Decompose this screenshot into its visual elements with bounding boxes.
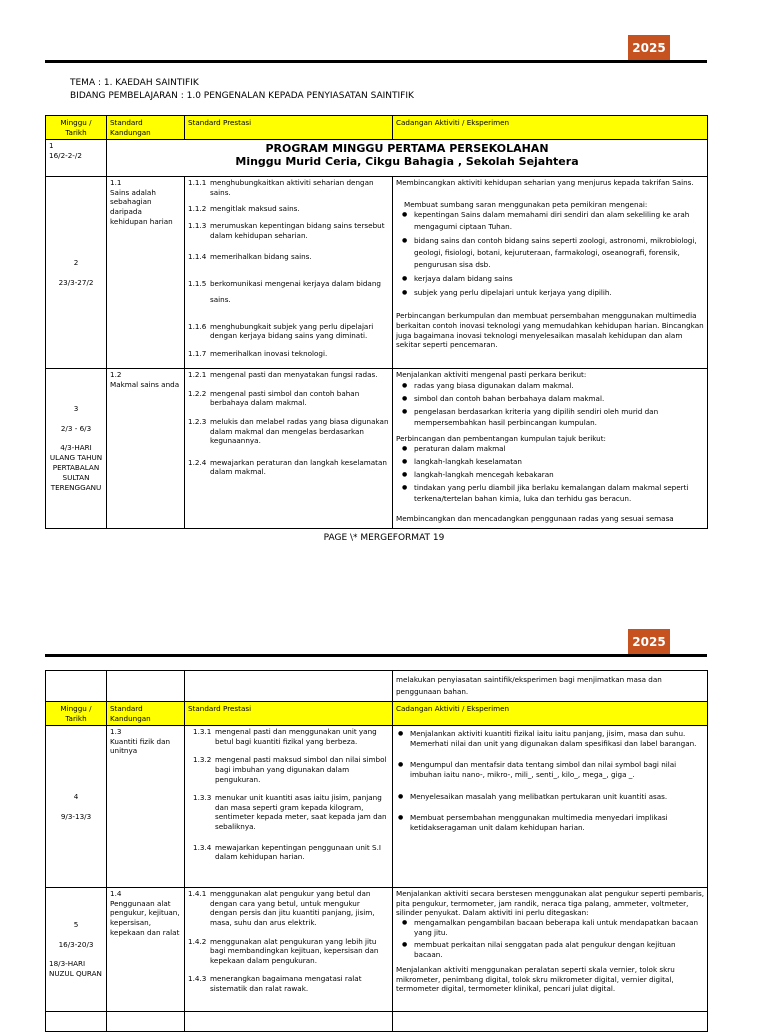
sp-item: 1.1.1 menghubungkaitkan aktiviti seharian dengan sains. bbox=[188, 178, 374, 197]
table-row-week3 bbox=[46, 369, 708, 529]
sp-item: 1.1.7 memerihalkan inovasi teknologi. bbox=[188, 348, 328, 358]
program-title: PROGRAM MINGGU PERTAMA PERSEKOLAHAN bbox=[265, 142, 549, 156]
list-item: ● kepentingan Sains dalam memahami diri sendiri dan alam sekeliling ke arah mengagumi ciptaan Tuhan. bbox=[414, 209, 704, 233]
sp-item: 1.1.4 memerihalkan bidang sains. bbox=[188, 252, 312, 262]
week2-number: 2 bbox=[73, 258, 79, 268]
list-item: ● langkah-langkah keselamatan bbox=[414, 456, 704, 467]
table-header-row bbox=[46, 116, 708, 140]
sp-item: 1.1.3 merumuskan kepentingan bidang sains tersebut dalam kehidupan seharian. bbox=[188, 220, 385, 240]
sp-item: 1.2.4 mewajarkan peraturan dan langkah keselamatan dalam makmal. bbox=[188, 457, 387, 477]
week3-sk-text: Makmal sains anda bbox=[110, 379, 180, 389]
week5-sk-text: Penggunaan alat pengukur, kejituan, kepersisan, kepekaan dan ralat bbox=[110, 898, 180, 937]
sp-item: 1.3.2 mengenal pasti maksud simbol dan nilai simbol bagi imbuhan yang digunakan dalam pengukuran. bbox=[193, 755, 387, 784]
sp-item: 1.3.3 menukar unit kuantiti asas iaitu jisim, panjang dan masa seperti gram kepada kilogram, sentimeter kepada meter, saat kepada jam dan sebaliknya. bbox=[193, 793, 387, 831]
list-item: ● bidang sains dan contoh bidang sains seperti zoologi, astronomi, mikrobiologi, geologi, fisiologi, botani, kejuruteraan, farmakologi, oseanografi, forensik, pengurusan sisa dsb. bbox=[414, 235, 704, 271]
list-item: ● tindakan yang perlu diambil jika berlaku kemalangan dalam makmal seperti terkena/tertelan bahan kimia, luka dan terhidu gas beracun. bbox=[414, 482, 704, 504]
week3-note: 4/3-HARI ULANG TAHUN PERTABALAN SULTAN TERENGGANU bbox=[49, 443, 103, 493]
week2-sk-text: Sains adalah sebahagian daripada kehidupan harian bbox=[110, 187, 173, 226]
week4-sk: 1.3 Kuantiti fizik dan unitnya bbox=[107, 726, 185, 888]
list-item: ● pengelasan berdasarkan kriteria yang dipilih sendiri oleh murid dan mempersembahkan hasil perbincangan kumpulan. bbox=[414, 406, 704, 428]
list-item: ● subjek yang perlu dipelajari untuk kerjaya yang dipilih. bbox=[414, 287, 704, 299]
header-minggu: Minggu / Tarikh bbox=[46, 116, 107, 140]
list-item: ● mengamalkan pengambilan bacaan beberapa kali untuk mendapatkan bacaan yang jitu. bbox=[414, 918, 704, 938]
list-item: ● Menyelesaikan masalah yang melibatkan pertukaran unit kuantiti asas. bbox=[410, 792, 704, 802]
week5-note: 18/3-HARI NUZUL QURAN bbox=[49, 959, 102, 979]
week5-activities: Menjalankan aktiviti secara berstesen menggunakan alat pengukur seperti pembaris, pita pengukur, termometer, jam randik, neraca tiga palang, ammeter, voltmeter, silinder penyukat. Dalam aktiviti ini perlu ditegaskan: ● mengamalkan pengambilan bacaan beberapa kali untuk mendapatkan bacaan yang jitu. ● membuat perkaitan nilai senggatan pada alat pengukur dengan kejituan bacaan. Menjalankan aktiviti menggunakan peralatan seperti skala vernier, tolok skru mikrometer, penimbang digital, tolok skru mikrometer digital, vernier digital, termometer digital, termometer klinikal, pencari julat digital. bbox=[393, 888, 708, 1012]
header-rule bbox=[45, 60, 707, 63]
year-badge: 2025 bbox=[628, 35, 670, 61]
week1-date: 16/2-2-/2 bbox=[49, 150, 82, 160]
header-sp: Standard Prestasi bbox=[185, 116, 393, 140]
header-sp: Standard Prestasi bbox=[185, 702, 393, 726]
week4-sk-text: Kuantiti fizik dan unitnya bbox=[110, 736, 171, 756]
program-subtitle: Minggu Murid Ceria, Cikgu Bahagia , Sekolah Sejahtera bbox=[235, 155, 579, 169]
list-item: ● peraturan dalam makmal bbox=[414, 443, 704, 454]
sp-item: 1.4.2 menggunakan alat pengukuran yang lebih jitu bagi membandingkan kejituan, kepersisan dan kepekaan dalam pengukuran. bbox=[188, 936, 379, 965]
week4-sp-list bbox=[185, 726, 393, 888]
sp-item: 1.3.1 mengenal pasti dan menggunakan unit yang betul bagi kuantiti fizikal yang berbeza. bbox=[193, 727, 377, 746]
week2-sp-list bbox=[185, 177, 393, 369]
week5-sp-list bbox=[185, 888, 393, 1012]
week1-program bbox=[107, 140, 708, 177]
bidang-line: BIDANG PEMBELAJARAN : 1.0 PENGENALAN KEPADA PENYIASATAN SAINTIFIK bbox=[70, 91, 414, 101]
continued-text: melakukan penyiasatan saintifik/eksperimen bagi menjimatkan masa dan penggunaan bahan. bbox=[393, 671, 708, 702]
table-row-week4 bbox=[46, 726, 708, 888]
week5-date: 16/3-20/3 bbox=[58, 939, 94, 949]
header-aktiviti: Cadangan Aktiviti / Eksperimen bbox=[393, 702, 708, 726]
week3-cell bbox=[46, 369, 107, 529]
rpt-table-page2 bbox=[45, 670, 708, 1032]
week5-number: 5 bbox=[73, 920, 79, 930]
week5-cell bbox=[46, 888, 107, 1012]
header-sk: Standard Kandungan bbox=[107, 116, 185, 140]
header-aktiviti: Cadangan Aktiviti / Eksperimen bbox=[393, 116, 708, 140]
list-item: ● radas yang biasa digunakan dalam makmal. bbox=[414, 380, 704, 391]
table-row-week1 bbox=[46, 140, 708, 177]
sp-item: 1.1.5 berkomunikasi mengenai kerjaya dalam bidang sains. bbox=[188, 278, 381, 304]
week4-date: 9/3-13/3 bbox=[60, 811, 92, 821]
page-footer: PAGE \* MERGEFORMAT 19 bbox=[323, 533, 445, 543]
sp-item: 1.3.4 mewajarkan kepentingan penggunaan unit S.I dalam kehidupan harian. bbox=[193, 842, 381, 862]
header-rule bbox=[45, 654, 707, 657]
sp-item: 1.2.3 melukis dan melabel radas yang biasa digunakan dalam makmal dan mengelas berdasarkan kegunaannya. bbox=[188, 416, 389, 446]
sp-item: 1.2.1 mengenal pasti dan menyatakan fungsi radas. bbox=[188, 370, 378, 380]
list-item: ● Membuat persembahan menggunakan multimedia menyedari implikasi ketidakseragaman unit dalam kehidupan harian. bbox=[410, 813, 704, 832]
sp-item: 1.4.1 menggunakan alat pengukur yang betul dan dengan cara yang betul, untuk mengukur dengan persis dan jitu kuantiti panjang, jisim, masa, suhu dan arus elektrik. bbox=[188, 889, 375, 927]
week4-number: 4 bbox=[73, 792, 79, 802]
week4-activities bbox=[393, 726, 708, 888]
table-row-week2 bbox=[46, 177, 708, 369]
sp-item: 1.1.2 mengitlak maksud sains. bbox=[188, 204, 300, 214]
sp-item: 1.4.3 menerangkan bagaimana mengatasi ralat sistematik dan ralat rawak. bbox=[188, 974, 362, 993]
week2-activities: Membincangkan aktiviti kehidupan seharian yang menjurus kepada takrifan Sains. Membuat sumbang saran menggunakan peta pemikiran mengenai: ● kepentingan Sains dalam memahami diri sendiri dan alam sekeliling ke arah mengagumi ciptaan Tuhan. ● bidang sains dan contoh bidang sains seperti zoologi, astronomi, mikrobiologi, geologi, fisiologi, botani, kejuruteraan, farmakologi, oseanografi, forensik, pengurusan sisa dsb. ● kerjaya dalam bidang sains ● subjek yang perlu dipelajari untuk kerjaya yang dipilih. Perbincangan berkumpulan dan membuat persembahan menggunakan multimedia berkaitan contoh inovasi teknologi yang memudahkan kehidupan harian. Bincangkan juga bagaimana inovasi teknologi menyelesaikan masalah kehidupan dan alam sekitar seperti pencemaran. bbox=[393, 177, 708, 369]
list-item: ● membuat perkaitan nilai senggatan pada alat pengukur dengan kejituan bacaan. bbox=[414, 940, 704, 960]
week3-sp-list bbox=[185, 369, 393, 529]
week2-sk: 1.1 Sains adalah sebahagian daripada kehidupan harian bbox=[107, 177, 185, 369]
list-item: ● langkah-langkah mencegah kebakaran bbox=[414, 469, 704, 480]
header-sk: Standard Kandungan bbox=[107, 702, 185, 726]
table-row-cut bbox=[46, 1012, 708, 1032]
week3-activities: Menjalankan aktiviti mengenal pasti perkara berikut: ● radas yang biasa digunakan dalam makmal. ● simbol dan contoh bahan berbahaya dalam makmal. ● pengelasan berdasarkan kriteria yang dipilih sendiri oleh murid dan mempersembahkan hasil perbincangan kumpulan. Perbincangan dan pembentangan kumpulan tajuk berikut: ● peraturan dalam makmal ● langkah-langkah keselamatan ● langkah-langkah mencegah kebakaran ● tindakan yang perlu diambil jika berlaku kemalangan dalam makmal seperti terkena/tertelan bahan kimia, luka dan terhidu gas beracun. Membincangkan dan mencadangkan penggunaan radas yang sesuai semasa bbox=[393, 369, 708, 529]
week5-sk: 1.4 Penggunaan alat pengukur, kejituan, kepersisan, kepekaan dan ralat bbox=[107, 888, 185, 1012]
list-item: ● Menjalankan aktiviti kuantiti fizikal iaitu iaitu panjang, jisim, masa dan suhu. Memerhati nilai dan unit yang digunakan dalam spesifikasi dan label barangan. bbox=[410, 729, 704, 748]
year-badge: 2025 bbox=[628, 629, 670, 655]
list-item: ● kerjaya dalam bidang sains bbox=[414, 273, 704, 285]
tema-line: TEMA : 1. KAEDAH SAINTIFIK bbox=[70, 78, 199, 88]
table-row-week5 bbox=[46, 888, 708, 1012]
list-item: ● Mengumpul dan mentafsir data tentang simbol dan nilai symbol bagi nilai imbuhan iaitu nano-, mikro-, mili_, senti_, kilo_, mega_, giga _. bbox=[410, 760, 704, 779]
header-minggu: Minggu / Tarikh bbox=[46, 702, 107, 726]
sp-item: 1.1.6 menghubungkait subjek yang perlu dipelajari dengan kerjaya bidang sains yang diminati. bbox=[188, 321, 374, 341]
table-header-row bbox=[46, 702, 708, 726]
week4-cell bbox=[46, 726, 107, 888]
week3-number: 3 bbox=[73, 404, 79, 414]
week3-sk: 1.2 Makmal sains anda bbox=[107, 369, 185, 529]
week3-date: 2/3 - 6/3 bbox=[60, 423, 92, 433]
week2-date: 23/3-27/2 bbox=[58, 277, 94, 287]
list-item: ● simbol dan contoh bahan berbahaya dalam makmal. bbox=[414, 393, 704, 404]
rpt-table-page1 bbox=[45, 115, 708, 529]
sp-item: 1.2.2 mengenal pasti simbol dan contoh bahan berbahaya dalam makmal. bbox=[188, 388, 360, 408]
week1-number: 1 bbox=[49, 141, 54, 151]
week1-cell bbox=[46, 140, 107, 177]
table-row-continued bbox=[46, 671, 708, 702]
week2-cell bbox=[46, 177, 107, 369]
